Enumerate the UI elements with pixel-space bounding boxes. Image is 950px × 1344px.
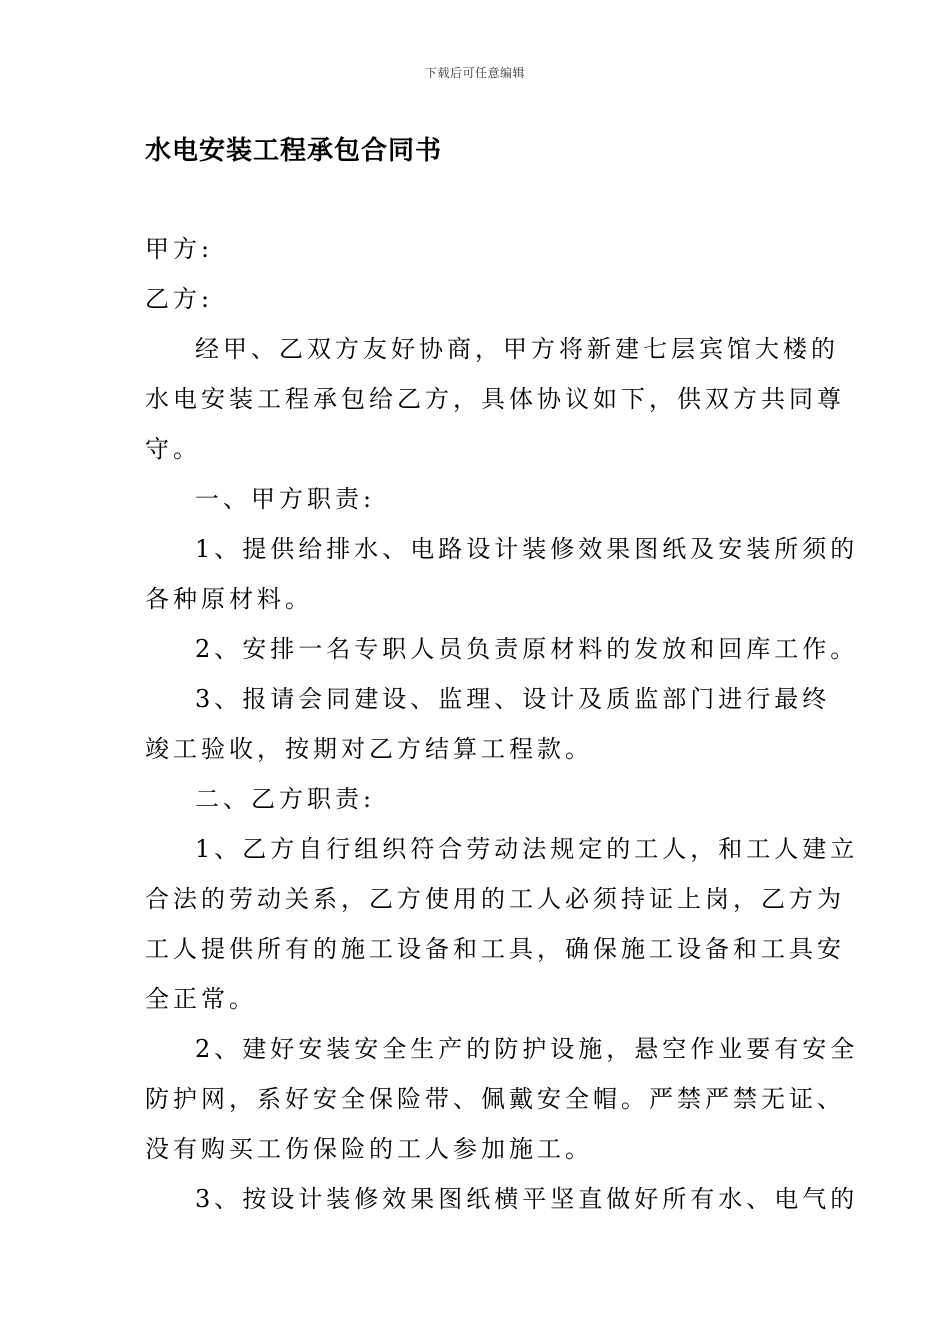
paragraph-line: 竣工验收，按期对乙方结算工程款。 bbox=[145, 735, 593, 763]
paragraph-line: 全正常。 bbox=[145, 985, 257, 1013]
contract-body bbox=[145, 224, 859, 1224]
paragraph-line: 各种原材料。 bbox=[145, 585, 313, 613]
section-heading: 一、甲方职责: bbox=[195, 485, 376, 513]
party-a-line: 甲方: bbox=[145, 235, 214, 263]
paragraph-line: 守。 bbox=[145, 435, 201, 463]
section-heading: 二、乙方职责: bbox=[195, 785, 376, 813]
header-note: 下载后可任意编辑 bbox=[424, 66, 525, 80]
paragraph-line: 没有购买工伤保险的工人参加施工。 bbox=[145, 1135, 593, 1163]
paragraph-line: 合法的劳动关系，乙方使用的工人必须持证上岗，乙方为 bbox=[145, 885, 845, 913]
party-b-line: 乙方: bbox=[145, 285, 214, 313]
document-title: 水电安装工程承包合同书 bbox=[145, 136, 443, 166]
paragraph-line: 水电安装工程承包给乙方，具体协议如下，供双方共同尊 bbox=[145, 385, 845, 413]
paragraph-line: 经甲、乙双方友好协商，甲方将新建七层宾馆大楼的 bbox=[195, 335, 839, 363]
paragraph-line: 3、报请会同建设、监理、设计及质监部门进行最终 bbox=[195, 685, 831, 713]
paragraph-line: 3、按设计装修效果图纸横平坚直做好所有水、电气的 bbox=[195, 1185, 859, 1213]
paragraph-line: 防护网，系好安全保险带、佩戴安全帽。严禁严禁无证、 bbox=[145, 1085, 845, 1113]
paragraph-line: 2、安排一名专职人员负责原材料的发放和回库工作。 bbox=[195, 635, 859, 663]
paragraph-line: 工人提供所有的施工设备和工具，确保施工设备和工具安 bbox=[145, 935, 845, 963]
paragraph-line: 1、乙方自行组织符合劳动法规定的工人，和工人建立 bbox=[195, 835, 859, 863]
paragraph-line: 1、提供给排水、电路设计装修效果图纸及安装所须的 bbox=[195, 535, 859, 563]
paragraph-line: 2、建好安装安全生产的防护设施，悬空作业要有安全 bbox=[195, 1035, 859, 1063]
